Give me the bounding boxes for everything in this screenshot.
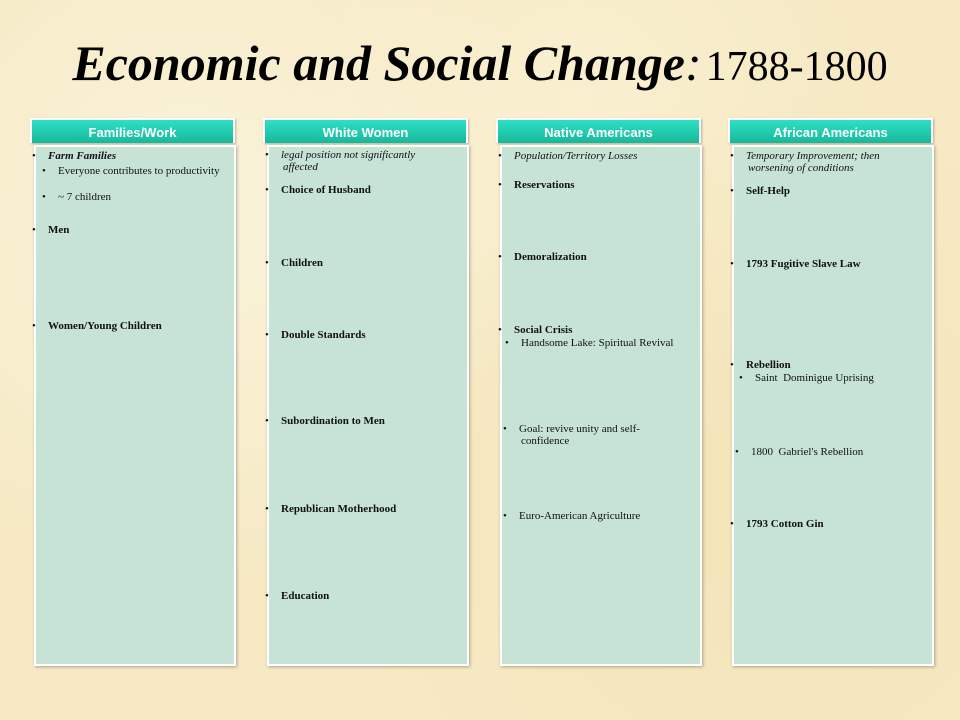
list-item: • Population/Territory Losses xyxy=(498,150,638,162)
list-item: • Temporary Improvement; then worsening of conditions xyxy=(730,150,880,174)
list-item: • Demoralization xyxy=(498,251,587,263)
list-item: • Farm Families xyxy=(32,150,117,162)
column-african-americans xyxy=(728,118,933,666)
column-body xyxy=(500,145,702,666)
list-item: • Men xyxy=(32,224,70,236)
column-body xyxy=(34,145,236,666)
list-item: • Euro-American Agriculture xyxy=(503,510,641,522)
list-item: • 1793 Fugitive Slave Law xyxy=(730,258,861,270)
list-item: • Choice of Husband xyxy=(265,184,371,196)
column-body xyxy=(732,145,934,666)
column-header: Native Americans xyxy=(496,118,701,143)
list-item: • ~ 7 children xyxy=(42,191,111,203)
list-item: • Rebellion xyxy=(730,359,791,371)
column-header: Families/Work xyxy=(30,118,235,143)
column-header: White Women xyxy=(263,118,468,143)
column-body xyxy=(267,145,469,666)
list-item: • Self-Help xyxy=(730,185,790,197)
list-item: • Women/Young Children xyxy=(32,320,162,332)
list-item: • legal position not significantly affected xyxy=(265,149,416,173)
column-header: African Americans xyxy=(728,118,933,143)
column-white-women xyxy=(263,118,468,666)
list-item: • Handsome Lake: Spiritual Revival xyxy=(505,337,674,349)
title-colon: : xyxy=(684,35,702,91)
list-item: • 1800 Gabriel's Rebellion xyxy=(735,446,864,458)
column-native-americans xyxy=(496,118,701,666)
slide-title xyxy=(0,34,960,92)
list-item: • Everyone contributes to productivity xyxy=(42,165,220,177)
list-item: • Reservations xyxy=(498,179,575,191)
list-item: • Goal: revive unity and self-confidence xyxy=(503,423,640,447)
list-item: • Double Standards xyxy=(265,329,366,341)
title-main: Economic and Social Change xyxy=(72,35,685,91)
list-item: • Social Crisis xyxy=(498,324,573,336)
list-item: • Education xyxy=(265,590,330,602)
list-item: • Republican Motherhood xyxy=(265,503,397,515)
column-families-work xyxy=(30,118,235,666)
title-years: 1788-1800 xyxy=(705,44,888,90)
list-item: • 1793 Cotton Gin xyxy=(730,518,824,530)
list-item: • Children xyxy=(265,257,323,269)
list-item: • Saint Dominigue Uprising xyxy=(739,372,874,384)
list-item: • Subordination to Men xyxy=(265,415,385,427)
